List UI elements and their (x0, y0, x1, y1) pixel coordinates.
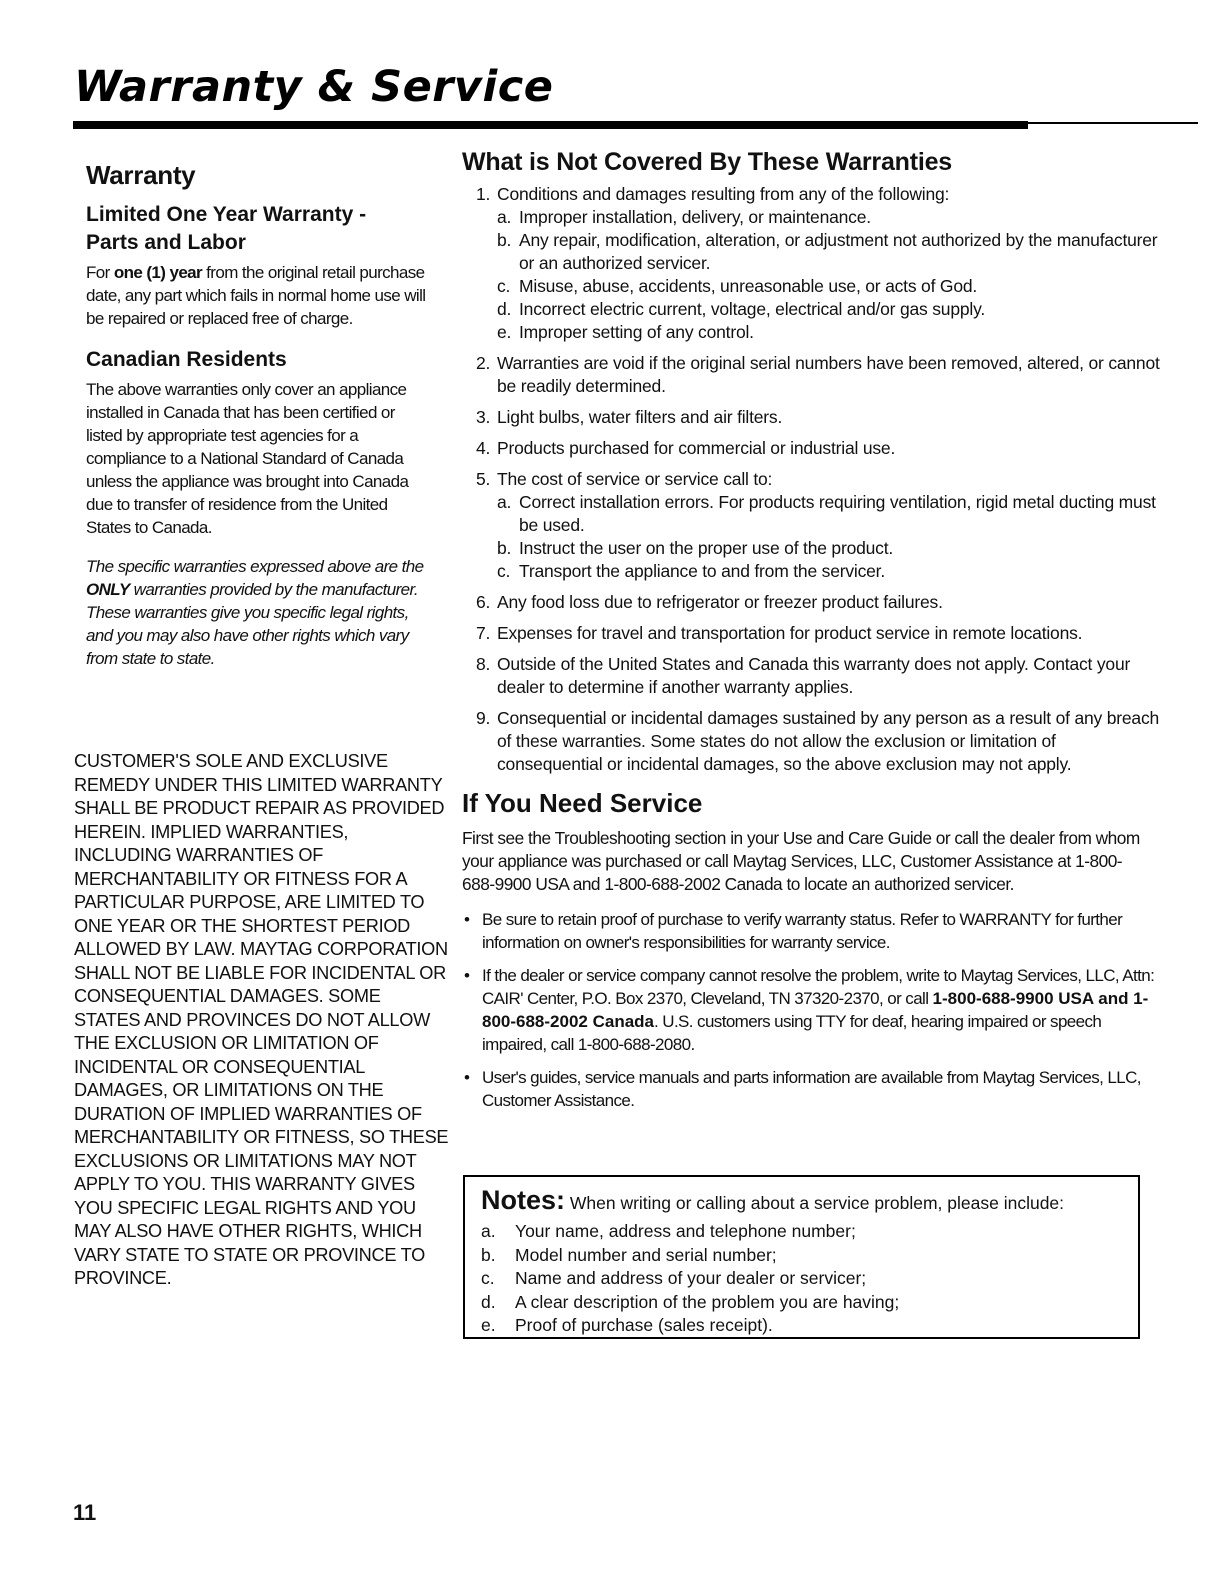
canadian-residents-text: The above warranties only cover an appliance installed in Canada that has been certified or listed by appropriate test agencies for a compliance to a National Standard of Canada unless the appliance was brought into Canada due to transfer of residence from the United States to Canada. (86, 380, 409, 537)
sub-item (497, 275, 1162, 298)
sub-text: Correct installation errors. For products requiring ventilation, rigid metal ducting must be used. (519, 492, 1156, 535)
item-number: 4. (476, 438, 491, 458)
item-number: 5. (476, 469, 491, 489)
item-text: Warranties are void if the original serial numbers have been removed, altered, or cannot be readily determined. (497, 353, 1160, 396)
sub-letter: a. (497, 492, 512, 512)
notes-item (481, 1220, 1138, 1244)
sub-item (497, 206, 1162, 229)
sub-text: Improper setting of any control. (519, 322, 754, 342)
item-number: 7. (476, 623, 491, 643)
sub-item (497, 298, 1162, 321)
list-item (462, 183, 1162, 344)
item-number: 9. (476, 708, 491, 728)
notes-text: Proof of purchase (sales receipt). (515, 1315, 773, 1335)
bullet-text: Be sure to retain proof of purchase to verify warranty status. Refer to WARRANTY for further information on owner's responsibilities for warranty service. (482, 910, 1123, 952)
notes-box (463, 1175, 1140, 1339)
item-text: Consequential or incidental damages sustained by any person as a result of any breach of these warranties. Some states do not allow the exclusion or limitation of consequential or incidental damages, so the above exclusion may not apply. (497, 708, 1160, 774)
sub-text: Any repair, modification, alteration, or adjustment not authorized by the manufacturer or an authorized servicer. (519, 230, 1158, 273)
not-covered-heading: What is Not Covered By These Warranties (462, 148, 953, 176)
need-service-heading: If You Need Service (462, 788, 703, 818)
notes-item (481, 1244, 1138, 1268)
limited-warranty-heading: Limited One Year Warranty - Parts and Labor (86, 203, 367, 254)
notes-intro: When writing or calling about a service problem, please include: (565, 1193, 1065, 1213)
sub-item (497, 560, 1162, 583)
specific-warranties-note (86, 555, 436, 670)
item-text: Any food loss due to refrigerator or freezer product failures. (497, 592, 943, 612)
sub-text: Transport the appliance to and from the servicer. (519, 561, 885, 581)
not-covered-list (462, 183, 1162, 776)
item-text: Outside of the United States and Canada this warranty does not apply. Contact your dealer to determine if another warranty applies. (497, 654, 1131, 697)
specific-note-prefix: The specific warranties expressed above are the (86, 557, 424, 576)
sub-letter: b. (497, 230, 512, 250)
bullet-icon: • (464, 910, 470, 929)
notes-text: Name and address of your dealer or servicer; (515, 1268, 867, 1288)
item-number: 2. (476, 353, 491, 373)
item-number: 1. (476, 184, 491, 204)
bullet-text-suffix: . U.S. customers using TTY for deaf, hearing impaired or speech impaired, call 1-800-688-2080. (482, 1012, 1102, 1054)
sub-list (497, 491, 1162, 583)
bullet-icon: • (464, 1068, 470, 1087)
sub-text: Misuse, abuse, accidents, unreasonable use, or acts of God. (519, 276, 978, 296)
sub-item (497, 537, 1162, 560)
item-text: Light bulbs, water filters and air filters. (497, 407, 783, 427)
list-item (462, 653, 1162, 699)
list-item (462, 622, 1162, 645)
bullet-icon: • (464, 966, 470, 985)
sub-letter: c. (497, 561, 511, 581)
notes-text: Model number and serial number; (515, 1244, 777, 1265)
warranty-column (86, 160, 441, 670)
item-number: 8. (476, 654, 491, 674)
item-number: 3. (476, 407, 491, 427)
notes-letter: d. (481, 1291, 496, 1312)
notes-header (481, 1185, 1138, 1218)
notes-letter: e. (481, 1315, 496, 1335)
sub-item (497, 321, 1162, 344)
list-item (462, 591, 1162, 614)
item-text: Expenses for travel and transportation for product service in remote locations. (497, 623, 1083, 643)
item-number: 6. (476, 592, 491, 612)
canadian-residents-heading: Canadian Residents (86, 348, 287, 371)
sub-text: Incorrect electric current, voltage, electrical and/or gas supply. (519, 299, 985, 319)
limited-text-suffix: from the original retail purchase date, any part which fails in normal home use will be repaired or replaced free of charge. (86, 263, 426, 328)
sub-text: Improper installation, delivery, or maintenance. (519, 207, 871, 227)
exclusive-remedy-text: CUSTOMER'S SOLE AND EXCLUSIVE REMEDY UNDER THIS LIMITED WARRANTY SHALL BE PRODUCT REPAIR AS PROVIDED HEREIN. IMPLIED WARRANTIES, INCLUDING WARRANTIES OF MERCHANTABILITY OR FITNESS FOR A PARTICULAR PURPOSE, ARE LIMITED TO ONE YEAR OR THE SHORTEST PERIOD ALLOWED BY LAW. MAYTAG CORPORATION SHALL NOT BE LIABLE FOR INCIDENTAL OR CONSEQUENTIAL DAMAGES. SOME STATES AND PROVINCES DO NOT ALLOW THE EXCLUSION OR LIMITATION OF INCIDENTAL OR CONSEQUENTIAL DAMAGES, OR LIMITATIONS ON THE DURATION OF IMPLIED WARRANTIES OF MERCHANTABILITY OR FITNESS, SO THESE EXCLUSIONS OR LIMITATIONS MAY NOT APPLY TO YOU. THIS WARRANTY GIVES YOU SPECIFIC LEGAL RIGHTS AND YOU MAY ALSO HAVE OTHER RIGHTS, WHICH VARY STATE TO STATE OR PROVINCE TO PROVINCE. (74, 751, 449, 1288)
sub-letter: b. (497, 538, 512, 558)
notes-item (481, 1314, 1138, 1338)
notes-text: Your name, address and telephone number; (515, 1221, 856, 1241)
list-item (462, 406, 1162, 429)
notes-letter: c. (481, 1268, 495, 1288)
bullet-text: User's guides, service manuals and parts information are available from Maytag Services, LLC, Customer Assistance. (482, 1068, 1141, 1110)
limited-text-prefix: For (86, 263, 114, 282)
notes-title: Notes: (481, 1185, 566, 1215)
item-text: Conditions and damages resulting from any of the following: (497, 184, 950, 204)
sub-letter: e. (497, 322, 512, 342)
service-intro-text: First see the Troubleshooting section in your Use and Care Guide or call the dealer from whom your appliance was purchased or call Maytag Services, LLC, Customer Assistance at 1-800-688-9900 USA and 1-800-688-2002 Canada to locate an authorized servicer. (462, 828, 1140, 894)
sub-text: Instruct the user on the proper use of the product. (519, 538, 894, 558)
header-rule-thin (1028, 122, 1198, 124)
notes-letter: b. (481, 1244, 496, 1265)
sub-list (497, 206, 1162, 344)
notes-list (481, 1220, 1138, 1338)
sub-item (497, 229, 1162, 275)
specific-note-suffix: warranties provided by the manufacturer. These warranties give you specific legal rights, and you may also have other rights which vary from state to state. (86, 580, 419, 668)
limited-text-bold: one (1) year (113, 263, 203, 282)
limited-warranty-text (86, 261, 431, 330)
bullet-item (462, 964, 1162, 1056)
item-text: The cost of service or service call to: (497, 469, 773, 489)
phone-numbers: 1-800-688-9900 USA and 1-800-688-2002 Canada (482, 989, 1149, 1031)
sub-item (497, 491, 1162, 537)
item-text: Products purchased for commercial or industrial use. (497, 438, 896, 458)
list-item (462, 468, 1162, 583)
service-column (462, 148, 1162, 1122)
warranty-heading: Warranty (86, 160, 196, 190)
specific-note-bold: ONLY (86, 580, 130, 599)
list-item (462, 707, 1162, 776)
notes-letter: a. (481, 1221, 496, 1241)
sub-letter: c. (497, 276, 511, 296)
page-number: 11 (73, 1500, 97, 1525)
header-rule (73, 121, 1028, 129)
sub-letter: d. (497, 299, 512, 319)
notes-item (481, 1267, 1138, 1291)
bullet-text: If the dealer or service company cannot resolve the problem, write to Maytag Services, LLC, Attn: CAIR' Center, P.O. Box 2370, Cleveland, TN 37320-2370, or call (482, 966, 1155, 1008)
service-bullets (462, 908, 1162, 1112)
page-title: Warranty & Service (74, 62, 554, 112)
notes-text: A clear description of the problem you are having; (515, 1291, 900, 1312)
list-item (462, 437, 1162, 460)
sub-letter: a. (497, 207, 512, 227)
bullet-item (462, 908, 1162, 954)
bullet-item (462, 1066, 1162, 1112)
list-item (462, 352, 1162, 398)
notes-item (481, 1291, 1138, 1315)
